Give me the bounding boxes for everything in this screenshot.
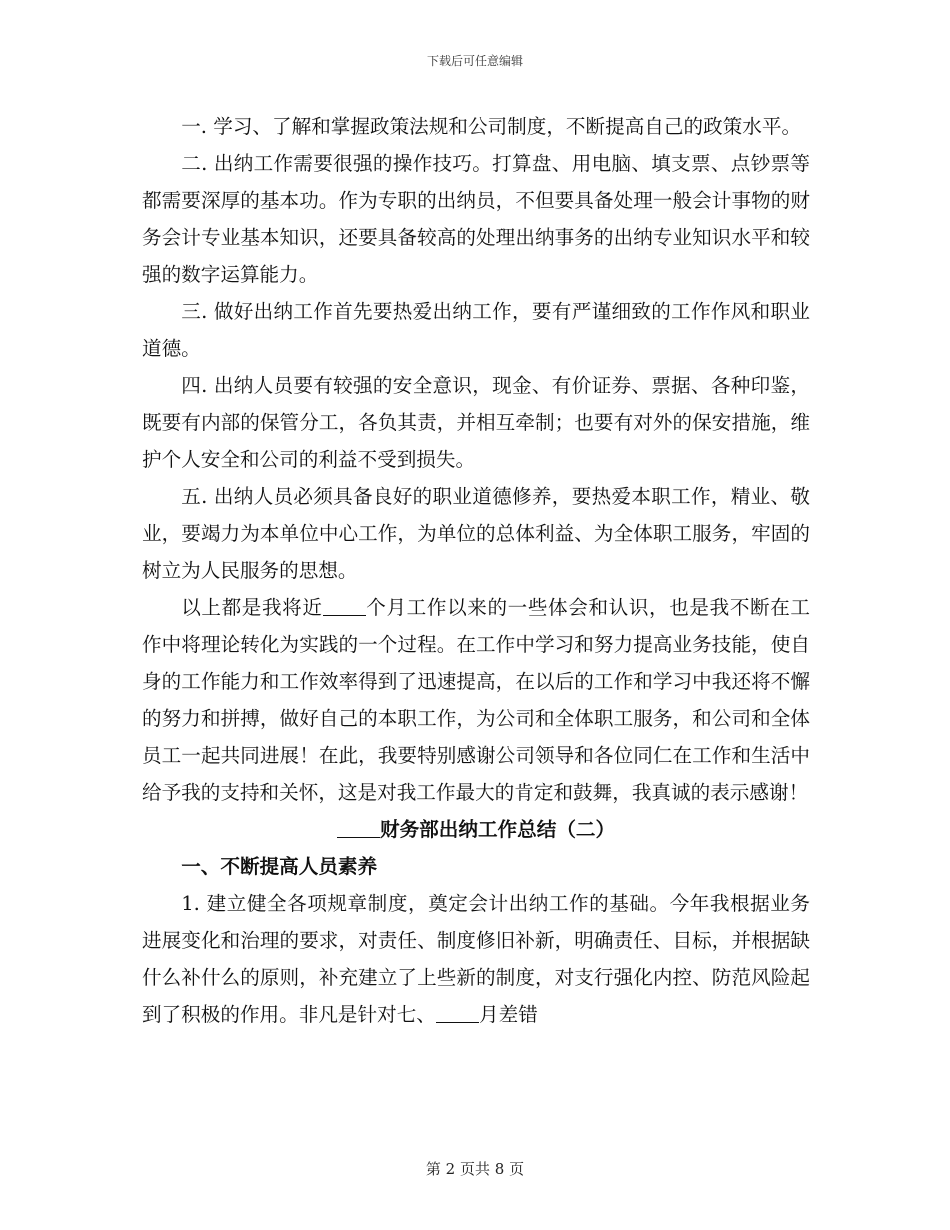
section-title-text: 财务部出纳工作总结（二） — [379, 818, 616, 841]
item-1-rest: 月差错 — [479, 1003, 538, 1026]
section-heading: 一、不断提高人员素养 — [181, 855, 378, 878]
paragraph-item-1 — [142, 885, 810, 1033]
fill-in-blank — [323, 594, 366, 616]
paragraph-5: 五. 出纳人员必须具备良好的职业道德修养，要热爱本职工作，精业、敬业，要竭力为本单位中心工作，为单位的总体利益、为全体职工服务，牢固的树立为人民服务的思想。 — [142, 485, 810, 582]
month-fill-in-blank — [436, 1001, 479, 1023]
paragraph-1: 一. 学习、了解和掌握政策法规和公司制度，不断提高自己的政策水平。 — [181, 115, 802, 138]
paragraph-6-start: 以上都是我将近 — [181, 596, 323, 619]
page-header-note: 下载后可任意编辑 — [426, 54, 523, 68]
paragraph-6 — [142, 589, 810, 811]
paragraph-4: 四. 出纳人员要有较强的安全意识，现金、有价证券、票据、各种印鉴，既要有内部的保管分工，各负其责，并相互牵制；也要有对外的保安措施，维护个人安全和公司的利益不受到损失。 — [142, 374, 810, 471]
page-number: 第 2 页共 8 页 — [425, 1160, 525, 1178]
paragraph-6-rest: 个月工作以来的一些体会和认识，也是我不断在工作中将理论转化为实践的一个过程。在工作中学习和努力提高业务技能，使自身的工作能力和工作效率得到了迅速提高，在以后的工作和学习中我还将不懈的努力和拼搏，做好自己的本职工作，为公司和全体职工服务，和公司和全体员工一起共同进展！在此，我要特别感谢公司领导和各位同仁在工作和生活中给予我的支持和关怀，这是对我工作最大的肯定和鼓舞，我真诚的表示感谢！ — [142, 596, 811, 804]
document-body — [142, 108, 810, 1033]
paragraph-3: 三. 做好出纳工作首先要热爱出纳工作，要有严谨细致的工作作风和职业道德。 — [142, 300, 810, 360]
paragraph-2: 二. 出纳工作需要很强的操作技巧。打算盘、用电脑、填支票、点钞票等都需要深厚的基本功。作为专职的出纳员，不但要具备处理一般会计事物的财务会计专业基本知识，还要具备较高的处理出纳事务的出纳专业知识水平和较强的数字运算能力。 — [142, 152, 810, 286]
section-title — [142, 811, 810, 848]
title-fill-in-blank — [337, 816, 380, 838]
item-1-start: 1. 建立健全各项规章制度，奠定会计出纳工作的基础。今年我根据业务进展变化和治理的要求，对责任、制度修旧补新，明确责任、目标，并根据缺什么补什么的原则，补充建立了上些新的制度，对支行强化内控、防范风险起到了积极的作用。非凡是针对七、 — [142, 892, 810, 1026]
